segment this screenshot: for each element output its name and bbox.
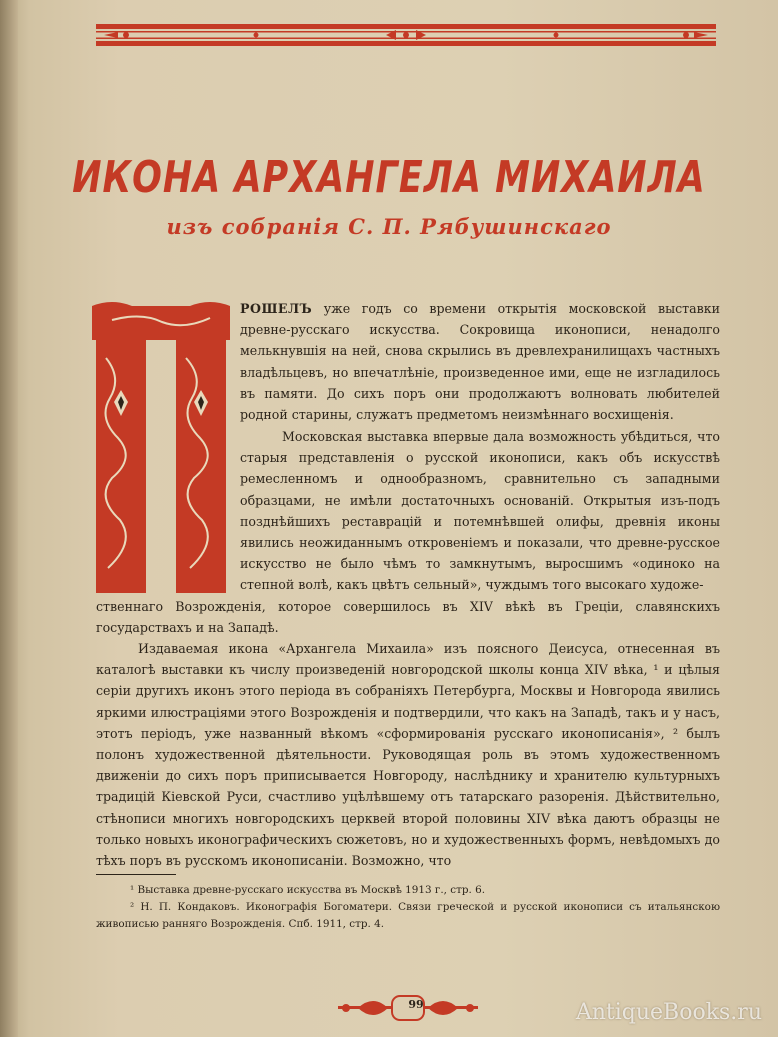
page-title: ИКОНА АРХАНГЕЛА МИХАИЛА (72, 153, 706, 203)
paragraph-1-text: уже годъ со времени открытія московской выставки древне-русскаго искусства. Сокровища иконописи, ненадолго мелькнувшія на ней, снова скрылись въ древлехранилищахъ частныхъ владѣльцевъ, но впечатлѣніе, произведенное ими, еще не изгладилось въ памяти. До сихъ поръ они продолжаютъ волновать любителей родной старины, служатъ предметомъ неизмѣннаго восхищенія. (240, 301, 720, 423)
paragraph-4: Издаваемая икона «Архангела Михаила» изъ поясного Деисуса, отнесенная въ каталогѣ выставки къ числу произведеній новгородской школы конца XIV вѣка, ¹ и цѣлыя серіи другихъ иконъ этого періода въ собраніяхъ Петербурга, Москвы и Новгорода явились яркими илюстраціями этого Возрожденія и подтвердили, что какъ на Западѣ, такъ и у насъ, этотъ періодъ, уже названный вѣкомъ «сформированія русскаго иконописанія», ² былъ полонъ художественной дѣятельности. Руководящая роль въ этомъ художественномъ движеніи до сихъ поръ приписывается Новгороду, наслѣднику и хранителю культурныхъ традицій Кіевской Руси, счастливо уцѣлѣвшему отъ татарскаго разоренія. Дѣйствительно, стѣнописи многихъ новгородскихъ церквей второй половины XIV вѣка даютъ образцы не только новыхъ иконографическихъ сюжетовъ, но и художественныхъ формъ, невѣдомыхъ до тѣхъ поръ въ русскомъ иконописаніи. Возможно, что (96, 641, 720, 869)
decorated-initial-letter (92, 298, 230, 598)
page-number: 99 (408, 998, 424, 1011)
watermark: AntiqueBooks.ru (575, 1000, 762, 1025)
paragraph-1-lead-word: РОШЕЛЪ (240, 301, 313, 316)
paragraph-3: ственнаго Возрожденія, которое совершилось въ XIV вѣкѣ въ Греціи, славянскихъ государствахъ и на Западѣ. (96, 599, 720, 636)
ornamental-header-band (96, 18, 716, 52)
footnote-divider (96, 874, 176, 875)
paragraph-2: Московская выставка впервые дала возможность убѣдиться, что старыя представленія о русской иконописи, какъ объ искусствѣ ремесленномъ и однообразномъ, сравнительно съ западными образцами, не имѣли достаточныхъ основаній. Открытыя изъ-подъ позднѣйшихъ реставрацій и потемнѣвшей олифы, древнія иконы явились неожиданнымъ откровеніемъ и показали, что древне-русское искусство не было чѣмъ то замкнутымъ, выросшимъ «одиноко на степной волѣ, какъ цвѣтъ сельный», чуждымъ того высокаго художе- (240, 429, 720, 593)
page-subtitle: изъ собранія С. П. Рябушинскаго (166, 214, 612, 239)
paragraph-1 (240, 298, 720, 425)
footnote-2: ² Н. П. Кондаковъ. Иконографія Богоматери. Связи греческой и русской иконописи съ итальянскою живописью ранняго Возрожденія. Спб. 1911, стр. 4. (96, 901, 720, 930)
footnote-1: ¹ Выставка древне-русскаго искусства въ Москвѣ 1913 г., стр. 6. (130, 884, 486, 896)
initial-letter-glyph: П (160, 324, 162, 325)
